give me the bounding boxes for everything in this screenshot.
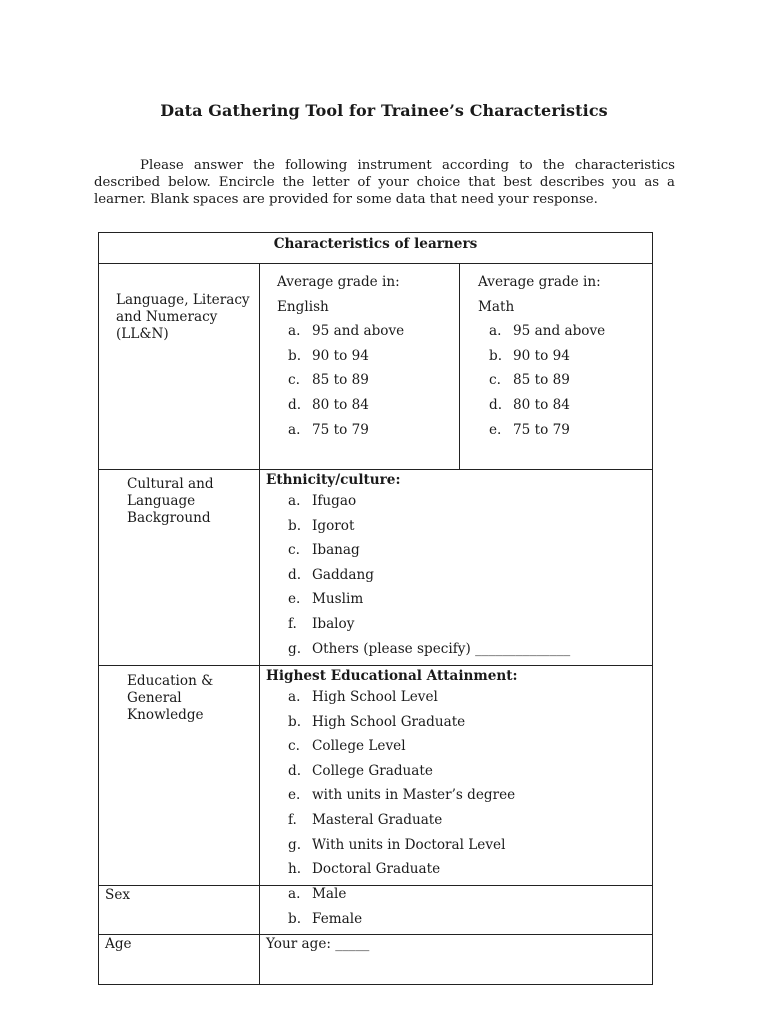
education-options (288, 685, 652, 882)
education-option[interactable]: h. Doctoral Graduate (288, 861, 441, 878)
math-option[interactable]: b. 90 to 94 (489, 347, 570, 364)
age-row (99, 935, 653, 985)
math-grade-cell (460, 264, 653, 470)
lln-label: Language, Literacy and Numeracy (LL&N) (116, 292, 250, 342)
english-option[interactable]: b. 90 to 94 (288, 347, 369, 364)
education-option[interactable]: e. with units in Master’s degree (288, 787, 516, 804)
table-header: Characteristics of learners (99, 233, 653, 264)
ethnicity-heading: Ethnicity/culture: (266, 472, 401, 488)
education-option[interactable]: g. With units in Doctoral Level (288, 836, 506, 853)
ethnicity-options (288, 489, 652, 661)
ethnicity-option-others[interactable]: g. Others (please specify) ______________ (288, 640, 571, 657)
instructions-paragraph: Please answer the following instrument according to the characteristics described below. Encircle the letter of your choice that best describes you as a learner. Blank spaces are provided for some data that need your response. (94, 158, 675, 207)
lln-label-cell (99, 264, 260, 470)
education-row (99, 666, 653, 886)
ethnicity-option[interactable]: a. Ifugao (288, 493, 357, 509)
sex-row (99, 886, 653, 935)
english-options (288, 319, 459, 442)
sex-option[interactable]: a. Male (288, 886, 347, 902)
english-option[interactable]: d. 80 to 84 (288, 396, 369, 413)
english-option[interactable]: a. 75 to 79 (288, 421, 369, 438)
sex-label-cell (99, 886, 260, 935)
culture-options-cell (260, 470, 653, 666)
math-option[interactable]: c. 85 to 89 (489, 372, 570, 389)
age-input-cell[interactable] (260, 935, 653, 985)
english-subject: English (277, 298, 329, 315)
sex-label: Sex (105, 887, 131, 903)
ethnicity-option[interactable]: f. Ibaloy (288, 615, 355, 632)
english-option[interactable]: c. 85 to 89 (288, 372, 369, 389)
ethnicity-option[interactable]: c. Ibanag (288, 542, 360, 559)
sex-option[interactable]: b. Female (288, 910, 363, 927)
education-option[interactable]: d. College Graduate (288, 762, 433, 779)
sex-options-cell (260, 886, 653, 935)
culture-label: Cultural and Language Background (127, 476, 214, 526)
culture-label-cell (99, 470, 260, 666)
math-options (489, 319, 652, 442)
document-title: Data Gathering Tool for Trainee’s Characteristics (160, 101, 608, 120)
education-option[interactable]: f. Masteral Graduate (288, 811, 443, 828)
english-heading: Average grade in: (277, 274, 400, 290)
culture-row (99, 470, 653, 666)
characteristics-table (98, 232, 653, 985)
sex-options (288, 882, 652, 931)
education-option[interactable]: b. High School Graduate (288, 713, 466, 730)
age-prompt: Your age: _____ (266, 936, 370, 952)
math-option[interactable]: e. 75 to 79 (489, 421, 570, 438)
math-option[interactable]: d. 80 to 84 (489, 396, 570, 413)
education-options-cell (260, 666, 653, 886)
english-grade-cell (260, 264, 460, 470)
english-option[interactable]: a. 95 and above (288, 323, 405, 340)
education-heading: Highest Educational Attainment: (266, 668, 518, 684)
math-subject: Math (478, 298, 515, 315)
education-label-cell (99, 666, 260, 886)
education-option[interactable]: c. College Level (288, 738, 406, 755)
ethnicity-option[interactable]: d. Gaddang (288, 566, 374, 583)
age-label-cell (99, 935, 260, 985)
education-label: Education & General Knowledge (127, 673, 214, 723)
education-option[interactable]: a. High School Level (288, 689, 438, 705)
ethnicity-option[interactable]: b. Igorot (288, 517, 355, 534)
math-option[interactable]: a. 95 and above (489, 323, 606, 340)
lln-row (99, 264, 653, 470)
math-heading: Average grade in: (478, 274, 601, 290)
age-label: Age (105, 936, 132, 952)
ethnicity-option[interactable]: e. Muslim (288, 591, 364, 608)
